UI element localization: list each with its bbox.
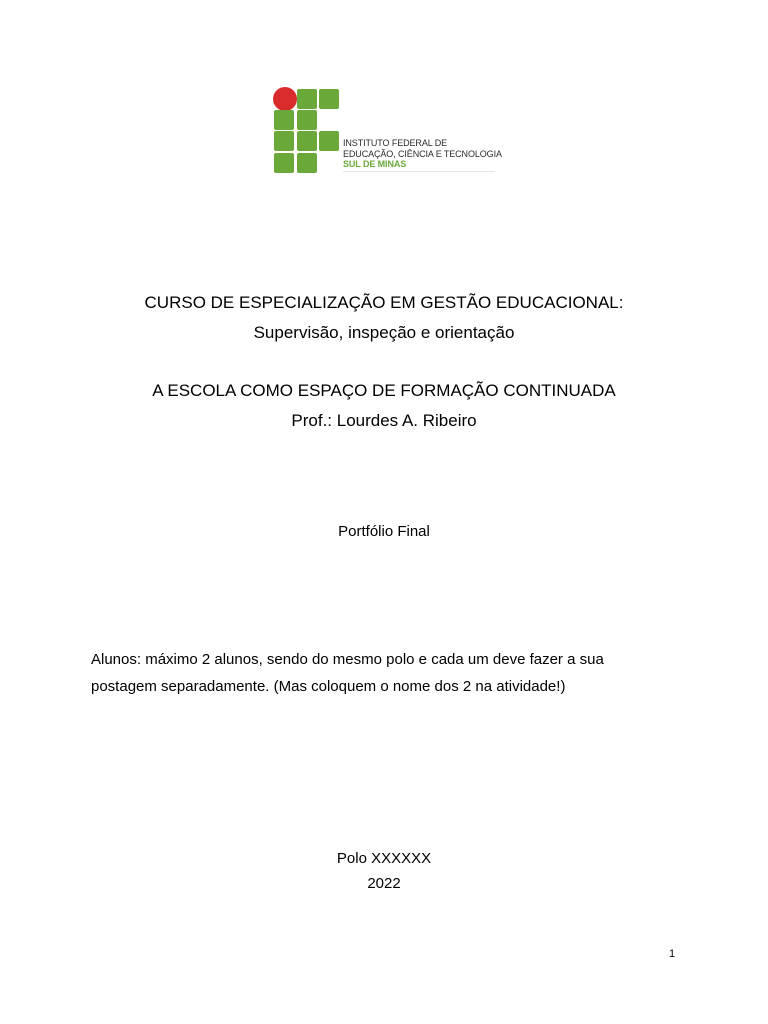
logo-square — [274, 110, 294, 130]
discipline-title: A ESCOLA COMO ESPAÇO DE FORMAÇÃO CONTINUADA — [152, 381, 616, 400]
logo-square — [297, 110, 317, 130]
logo-line-2: EDUCAÇÃO, CIÊNCIA E TECNOLOGIA — [343, 148, 502, 159]
students-note: Alunos: máximo 2 alunos, sendo do mesmo polo e cada um deve fazer a sua postagem separadamente. (Mas coloquem o nome dos 2 na atividade!) — [91, 651, 604, 695]
logo-square — [319, 131, 339, 151]
logo-text — [343, 138, 503, 170]
logo-line-1: INSTITUTO FEDERAL DE — [343, 138, 448, 148]
logo-square — [297, 131, 317, 151]
logo-red-circle — [273, 87, 297, 111]
logo-divider — [343, 171, 495, 172]
year: 2022 — [367, 875, 401, 892]
logo-mark-icon — [272, 87, 342, 175]
logo-line-3: SUL DE MINAS — [343, 159, 407, 169]
logo-square — [274, 153, 294, 173]
page-number: 1 — [668, 948, 676, 960]
logo-square — [274, 131, 294, 151]
logo-square — [297, 153, 317, 173]
assignment-title: Portfólio Final — [338, 523, 430, 540]
course-title: CURSO DE ESPECIALIZAÇÃO EM GESTÃO EDUCACIONAL: — [144, 293, 624, 312]
course-subtitle: Supervisão, inspeção e orientação — [253, 323, 515, 342]
institution-logo — [272, 87, 502, 175]
logo-square — [297, 89, 317, 109]
location: Polo XXXXXX — [336, 850, 432, 867]
professor-name: Prof.: Lourdes A. Ribeiro — [291, 411, 477, 430]
logo-square — [319, 89, 339, 109]
